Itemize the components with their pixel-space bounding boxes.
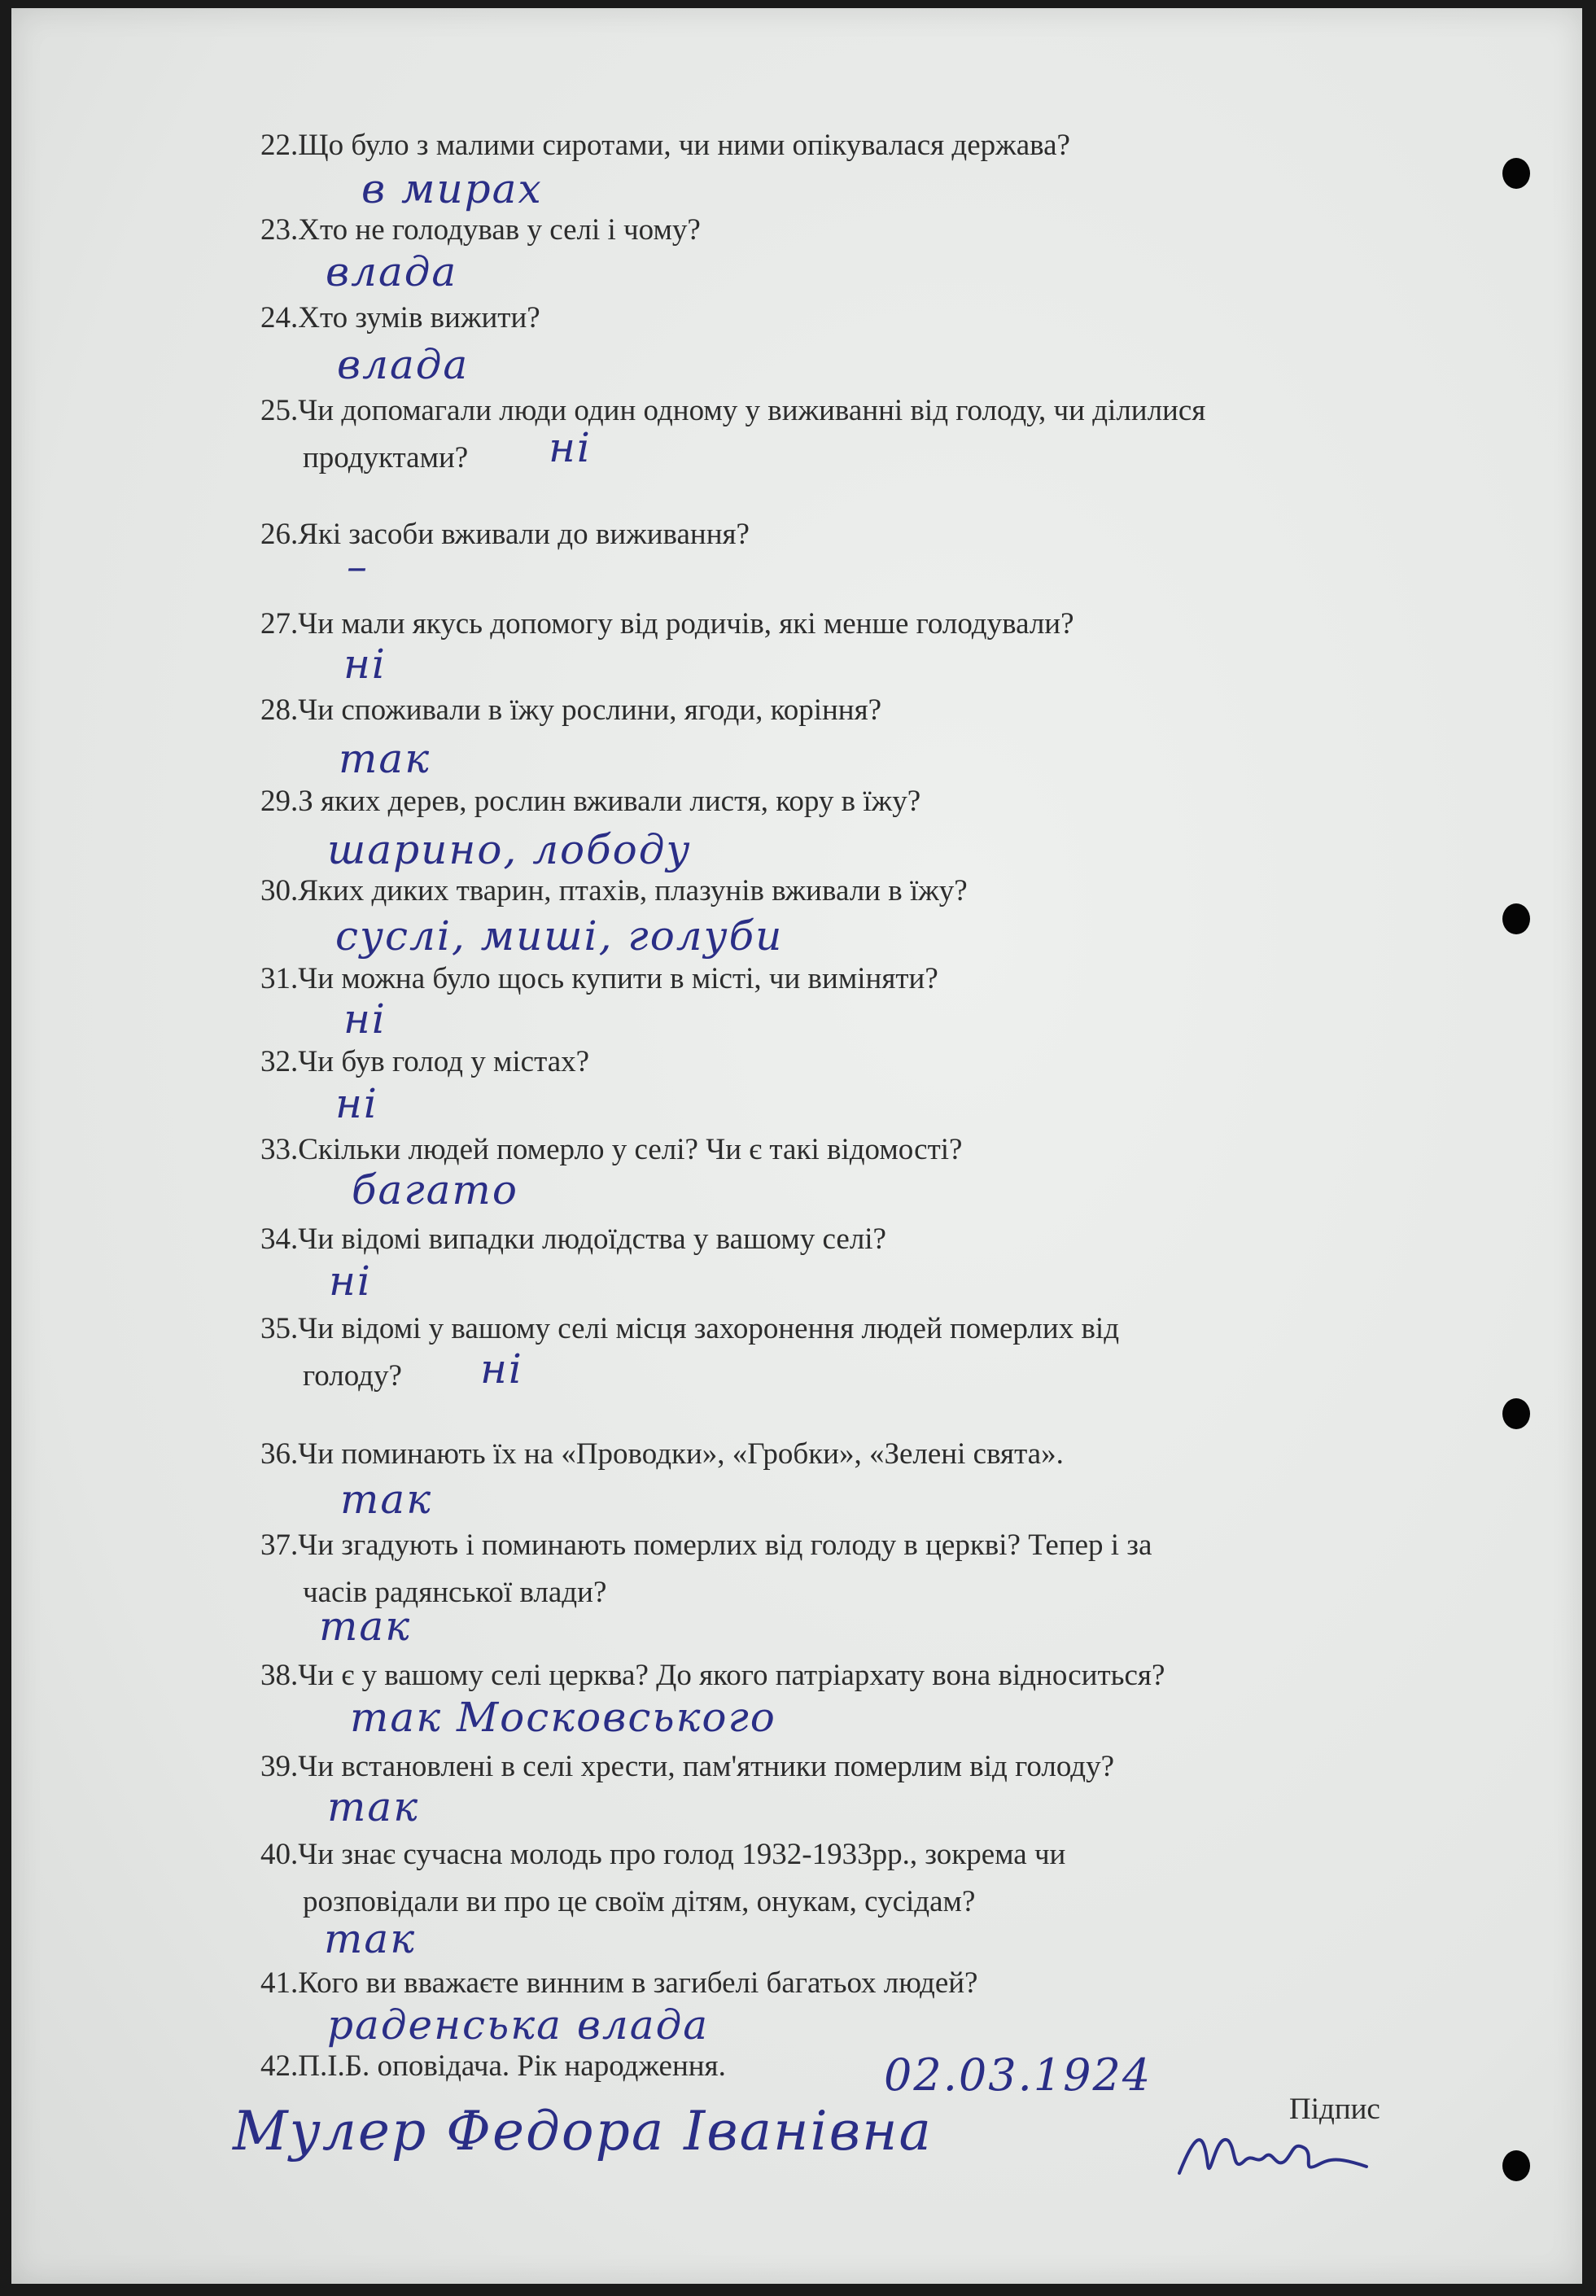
answer-32: ні — [335, 1080, 378, 1127]
question-text: 28.Чи споживали в їжу рослини, ягоди, коріння? — [260, 693, 882, 727]
question-29 — [260, 778, 920, 825]
punch-hole — [1502, 2150, 1530, 2181]
answer-30: суслі, миші, голуби — [335, 912, 784, 960]
question-text: 32.Чи був голод у містах? — [260, 1045, 590, 1078]
answer-37: так — [319, 1603, 412, 1650]
question-32 — [260, 1039, 589, 1086]
narrator-name: Мулер Федора Іванівна — [233, 2100, 933, 2163]
question-22 — [260, 122, 1070, 169]
question-text: 34.Чи відомі випадки людоїдства у вашому селі? — [260, 1222, 886, 1256]
answer-40: так — [324, 1915, 417, 1962]
question-text: 23.Хто не голодував у селі і чому? — [260, 213, 701, 247]
question-text-continued: часів радянської влади? — [303, 1576, 607, 1609]
question-42 — [260, 2043, 726, 2090]
punch-hole — [1502, 903, 1530, 934]
question-36 — [260, 1431, 1064, 1478]
answer-28: так — [339, 735, 431, 782]
question-25 — [260, 387, 1205, 482]
question-text-continued: продуктами? — [303, 441, 469, 475]
answer-27: ні — [343, 641, 387, 688]
answer-38: так Московського — [350, 1694, 776, 1741]
question-text: 35.Чи відомі у вашому селі місця захоронення людей померлих від — [260, 1312, 1120, 1345]
question-26 — [260, 511, 750, 558]
question-text: 29.З яких дерев, рослин вживали листя, кору в їжу? — [260, 785, 921, 818]
answer-34: ні — [329, 1257, 372, 1305]
answer-26: – — [347, 543, 369, 590]
answer-29: шарино, лободу — [327, 826, 692, 873]
answer-33: багато — [352, 1166, 518, 1214]
signature-label: Підпис — [1289, 2093, 1380, 2126]
question-text: 26.Які засоби вживали до виживання? — [260, 518, 750, 551]
question-text: 36.Чи поминають їх на «Проводки», «Гробки», «Зелені свята». — [260, 1437, 1064, 1471]
question-text: 31.Чи можна було щось купити в місті, чи виміняти? — [260, 962, 938, 995]
question-35 — [260, 1305, 1119, 1400]
question-text: 39.Чи встановлені в селі хрести, пам'ятники померлим від голоду? — [260, 1750, 1115, 1783]
answer-31: ні — [343, 995, 387, 1043]
question-text: 33.Скільки людей померло у селі? Чи є такі відомості? — [260, 1133, 963, 1166]
question-text: 24.Хто зумів вижити? — [260, 301, 540, 335]
question-40 — [260, 1831, 1065, 1926]
question-text: 30.Яких диких тварин, птахів, плазунів вживали в їжу? — [260, 874, 968, 907]
answer-35: ні — [480, 1345, 523, 1393]
question-30 — [260, 868, 968, 915]
handwritten-signature — [1171, 2116, 1383, 2189]
question-text: 38.Чи є у вашому селі церква? До якого патріархату вона відноситься? — [260, 1659, 1165, 1692]
question-text: 25.Чи допомагали люди один одному у виживанні від голоду, чи ділилися — [260, 394, 1206, 427]
answer-25: ні — [549, 424, 592, 471]
answer-39: так — [327, 1783, 420, 1830]
question-text: 22.Що було з малими сиротами, чи ними опікувалася держава? — [260, 129, 1070, 162]
question-24 — [260, 295, 540, 342]
punch-hole — [1502, 158, 1530, 189]
question-text: 37.Чи згадують і поминають померлих від голоду в церкві? Тепер і за — [260, 1528, 1152, 1562]
question-text: 41.Кого ви вважаєте винним в загибелі багатьох людей? — [260, 1966, 978, 2000]
answer-36: так — [340, 1476, 433, 1523]
questionnaire-page — [11, 8, 1582, 2284]
question-text-continued: розповідали ви про це своїм дітям, онукам, сусідам? — [303, 1885, 976, 1918]
question-text: 27.Чи мали якусь допомогу від родичів, які менше голодували? — [260, 607, 1074, 641]
answer-24: влада — [337, 341, 470, 388]
punch-hole — [1502, 1398, 1530, 1429]
answer-23: влада — [326, 248, 458, 295]
narrator-birth-date: 02.03.1924 — [884, 2049, 1152, 2101]
question-text: 40.Чи знає сучасна молодь про голод 1932-1933рр., зокрема чи — [260, 1838, 1066, 1871]
question-28 — [260, 687, 881, 734]
question-text: 42.П.І.Б. оповідача. Рік народження. — [260, 2049, 726, 2083]
answer-41: раденська влада — [327, 2001, 710, 2049]
question-text-continued: голоду? — [303, 1359, 402, 1393]
answer-22: в мирах — [361, 165, 543, 212]
